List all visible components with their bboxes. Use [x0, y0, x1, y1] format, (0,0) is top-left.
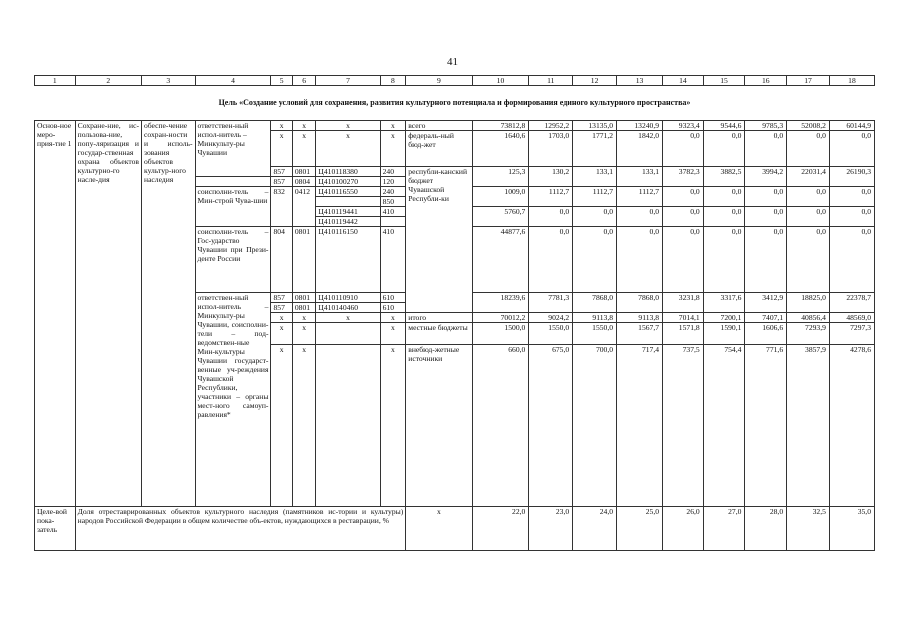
code-cell: 410: [380, 207, 406, 217]
value-cell: 0,0: [617, 227, 663, 293]
event-task: обеспе-чение сохран-ности и исполь-зования объектов культур-ного наследия: [142, 121, 196, 507]
value-cell: 1112,7: [573, 187, 617, 207]
event-description: Сохране-ние, ис-пользова-ние, попу-ляризация и государ-ственная охрана объектов культурно-го насле-дия: [75, 121, 141, 507]
code-cell: 857: [271, 303, 292, 313]
code-cell: 804: [271, 227, 292, 293]
table-row: [35, 121, 875, 131]
code-cell: 832: [271, 187, 292, 227]
source-label: внебюд-жетные источники: [406, 345, 472, 507]
code-cell: x: [316, 131, 380, 167]
code-cell: [316, 323, 380, 345]
value-cell: 0,0: [663, 187, 704, 207]
code-cell: x: [292, 313, 316, 323]
col-number: 3: [142, 76, 196, 86]
col-number: 6: [292, 76, 316, 86]
code-cell: x: [380, 121, 406, 131]
code-cell: x: [271, 121, 292, 131]
code-cell: 610: [380, 293, 406, 303]
value-cell: 0,0: [787, 187, 830, 207]
value-cell: 18239,6: [472, 293, 529, 313]
value-cell: 1550,0: [529, 323, 573, 345]
col-number: 18: [829, 76, 874, 86]
source-label: всего: [406, 121, 472, 131]
value-cell: 9113,8: [617, 313, 663, 323]
code-cell: x: [316, 121, 380, 131]
col-number: 9: [406, 76, 472, 86]
target-label: Целе-вой пока-затель: [35, 507, 76, 551]
col-number: 7: [316, 76, 380, 86]
table-row: [35, 507, 875, 551]
co-executor: соисполни-тель – Мин-строй Чува-шии: [195, 187, 271, 227]
value-cell: 9323,4: [663, 121, 704, 131]
value-cell: 48569,0: [829, 313, 874, 323]
value-cell: 1550,0: [573, 323, 617, 345]
value-cell: 3231,8: [663, 293, 704, 313]
value-cell: 12952,2: [529, 121, 573, 131]
value-cell: 7014,1: [663, 313, 704, 323]
value-cell: 23,0: [529, 507, 573, 551]
code-cell: x: [292, 131, 316, 167]
col-number: 4: [195, 76, 271, 86]
code-cell: Ц410116550: [316, 187, 380, 197]
value-cell: 0,0: [703, 187, 745, 207]
value-cell: 0,0: [703, 227, 745, 293]
target-description: Доля отреставрированных объектов культурного наследия (памятников ис-тории и культуры) народов Российской Федерации в общем количестве объ-ектов, нуждающихся в реставрации, %: [75, 507, 406, 551]
column-number-header: [34, 75, 875, 86]
code-cell: 0412: [292, 187, 316, 227]
value-cell: 0,0: [829, 227, 874, 293]
code-cell: x: [406, 507, 472, 551]
value-cell: 26,0: [663, 507, 704, 551]
value-cell: 1590,1: [703, 323, 745, 345]
value-cell: 27,0: [703, 507, 745, 551]
value-cell: 0,0: [663, 207, 704, 227]
value-cell: 133,1: [617, 167, 663, 187]
col-number: 15: [703, 76, 745, 86]
value-cell: 9024,2: [529, 313, 573, 323]
page-number: 41: [447, 56, 458, 68]
code-cell: Ц410110910: [316, 293, 380, 303]
value-cell: 737,5: [663, 345, 704, 507]
code-cell: x: [380, 313, 406, 323]
event-label: Основ-ное меро-прия-тие 1: [35, 121, 76, 507]
code-cell: Ц410140460: [316, 303, 380, 313]
code-cell: Ц410119442: [316, 217, 380, 227]
value-cell: 1842,0: [617, 131, 663, 167]
value-cell: 7868,0: [573, 293, 617, 313]
value-cell: 0,0: [663, 131, 704, 167]
value-cell: 70012,2: [472, 313, 529, 323]
value-cell: 13135,0: [573, 121, 617, 131]
value-cell: 9113,8: [573, 313, 617, 323]
source-label: местные бюджеты: [406, 323, 472, 345]
col-number: 5: [271, 76, 292, 86]
value-cell: 3882,5: [703, 167, 745, 187]
code-cell: [316, 345, 380, 507]
value-cell: 0,0: [745, 227, 787, 293]
code-cell: 857: [271, 177, 292, 187]
code-cell: [316, 197, 380, 207]
source-label: республи-канский бюджет Чувашской Республи-ки: [406, 167, 472, 313]
value-cell: 7293,9: [787, 323, 830, 345]
value-cell: 18825,0: [787, 293, 830, 313]
value-cell: 7200,1: [703, 313, 745, 323]
code-cell: 850: [380, 197, 406, 207]
responsible-executor: ответствен-ный испол-нитель – Минкульту-ры Чувашии: [195, 121, 271, 177]
value-cell: 1571,8: [663, 323, 704, 345]
value-cell: 3317,6: [703, 293, 745, 313]
code-cell: x: [271, 313, 292, 323]
value-cell: 0,0: [703, 131, 745, 167]
value-cell: 13240,9: [617, 121, 663, 131]
code-cell: 0801: [292, 167, 316, 177]
value-cell: 0,0: [663, 227, 704, 293]
value-cell: 0,0: [829, 131, 874, 167]
code-cell: 857: [271, 293, 292, 303]
code-cell: x: [380, 131, 406, 167]
value-cell: 1606,6: [745, 323, 787, 345]
col-number: 11: [529, 76, 573, 86]
value-cell: 754,4: [703, 345, 745, 507]
value-cell: 9785,3: [745, 121, 787, 131]
value-cell: 0,0: [617, 207, 663, 227]
value-cell: 26190,3: [829, 167, 874, 187]
code-cell: 0804: [292, 177, 316, 187]
value-cell: 3782,3: [663, 167, 704, 187]
value-cell: 9544,6: [703, 121, 745, 131]
code-cell: x: [271, 345, 292, 507]
value-cell: 28,0: [745, 507, 787, 551]
value-cell: 7781,3: [529, 293, 573, 313]
responsible-executor: ответствен-ный испол-нитель – Минкульту-ры Чувашии, соисполни-тели – под-ведомствен-ные Мин-культуры Чувашии государст-венные уч-реждения Чувашской Республики, участники – органы мест-ного самоуп-равления*: [195, 293, 271, 507]
value-cell: 5760,7: [472, 207, 529, 227]
code-cell: 240: [380, 167, 406, 177]
value-cell: 0,0: [573, 227, 617, 293]
code-cell: Ц410100270: [316, 177, 380, 187]
value-cell: 3412,9: [745, 293, 787, 313]
value-cell: 1771,2: [573, 131, 617, 167]
value-cell: 0,0: [745, 131, 787, 167]
value-cell: 0,0: [787, 131, 830, 167]
goal-heading: Цель «Создание условий для сохранения, развития культурного потенциала и формирования единого культурного пространства»: [218, 98, 691, 107]
value-cell: 22031,4: [787, 167, 830, 187]
value-cell: 660,0: [472, 345, 529, 507]
value-cell: 133,1: [573, 167, 617, 187]
col-number: 13: [617, 76, 663, 86]
code-cell: 0801: [292, 227, 316, 293]
code-cell: Ц410119441: [316, 207, 380, 217]
program-table: [34, 120, 875, 551]
value-cell: 1112,7: [529, 187, 573, 207]
code-cell: x: [271, 131, 292, 167]
value-cell: 73812,8: [472, 121, 529, 131]
code-cell: 240: [380, 187, 406, 197]
value-cell: 40856,4: [787, 313, 830, 323]
value-cell: 35,0: [829, 507, 874, 551]
value-cell: 1567,7: [617, 323, 663, 345]
value-cell: 44877,6: [472, 227, 529, 293]
value-cell: 0,0: [703, 207, 745, 227]
value-cell: 60144,9: [829, 121, 874, 131]
value-cell: 22,0: [472, 507, 529, 551]
value-cell: 1112,7: [617, 187, 663, 207]
value-cell: 22378,7: [829, 293, 874, 313]
responsible-executor-blank: [195, 177, 271, 187]
code-cell: [380, 217, 406, 227]
value-cell: 52008,2: [787, 121, 830, 131]
code-cell: 857: [271, 167, 292, 177]
value-cell: 717,4: [617, 345, 663, 507]
value-cell: 0,0: [529, 207, 573, 227]
value-cell: 0,0: [573, 207, 617, 227]
col-number: 16: [745, 76, 787, 86]
code-cell: x: [292, 121, 316, 131]
value-cell: 125,3: [472, 167, 529, 187]
value-cell: 3994,2: [745, 167, 787, 187]
code-cell: 410: [380, 227, 406, 293]
code-cell: 610: [380, 303, 406, 313]
value-cell: 1500,0: [472, 323, 529, 345]
value-cell: 0,0: [745, 187, 787, 207]
value-cell: 1703,0: [529, 131, 573, 167]
value-cell: 25,0: [617, 507, 663, 551]
code-cell: Ц410116150: [316, 227, 380, 293]
value-cell: 0,0: [745, 207, 787, 227]
value-cell: 24,0: [573, 507, 617, 551]
code-cell: Ц410118380: [316, 167, 380, 177]
code-cell: x: [380, 345, 406, 507]
value-cell: 32,5: [787, 507, 830, 551]
value-cell: 0,0: [787, 207, 830, 227]
col-number: 17: [787, 76, 830, 86]
code-cell: x: [292, 345, 316, 507]
col-number: 8: [380, 76, 406, 86]
col-number: 12: [573, 76, 617, 86]
value-cell: 1640,6: [472, 131, 529, 167]
col-number: 14: [663, 76, 704, 86]
col-number: 10: [472, 76, 529, 86]
value-cell: 1009,0: [472, 187, 529, 207]
code-cell: x: [292, 323, 316, 345]
col-number: 2: [75, 76, 141, 86]
value-cell: 7297,3: [829, 323, 874, 345]
source-label: итого: [406, 313, 472, 323]
value-cell: 7407,1: [745, 313, 787, 323]
code-cell: 120: [380, 177, 406, 187]
value-cell: 675,0: [529, 345, 573, 507]
code-cell: 0801: [292, 293, 316, 303]
co-executor: соисполни-тель – Гос-ударство Чувашии при Прези-денте России: [195, 227, 271, 293]
col-number: 1: [35, 76, 76, 86]
code-cell: x: [316, 313, 380, 323]
code-cell: x: [271, 323, 292, 345]
value-cell: 0,0: [529, 227, 573, 293]
value-cell: 700,0: [573, 345, 617, 507]
source-label: федераль-ный бюд-жет: [406, 131, 472, 167]
value-cell: 4278,6: [829, 345, 874, 507]
value-cell: 3857,9: [787, 345, 830, 507]
code-cell: 0801: [292, 303, 316, 313]
value-cell: 0,0: [829, 207, 874, 227]
value-cell: 130,2: [529, 167, 573, 187]
code-cell: x: [380, 323, 406, 345]
value-cell: 0,0: [787, 227, 830, 293]
value-cell: 771,6: [745, 345, 787, 507]
value-cell: 7868,0: [617, 293, 663, 313]
value-cell: 0,0: [829, 187, 874, 207]
